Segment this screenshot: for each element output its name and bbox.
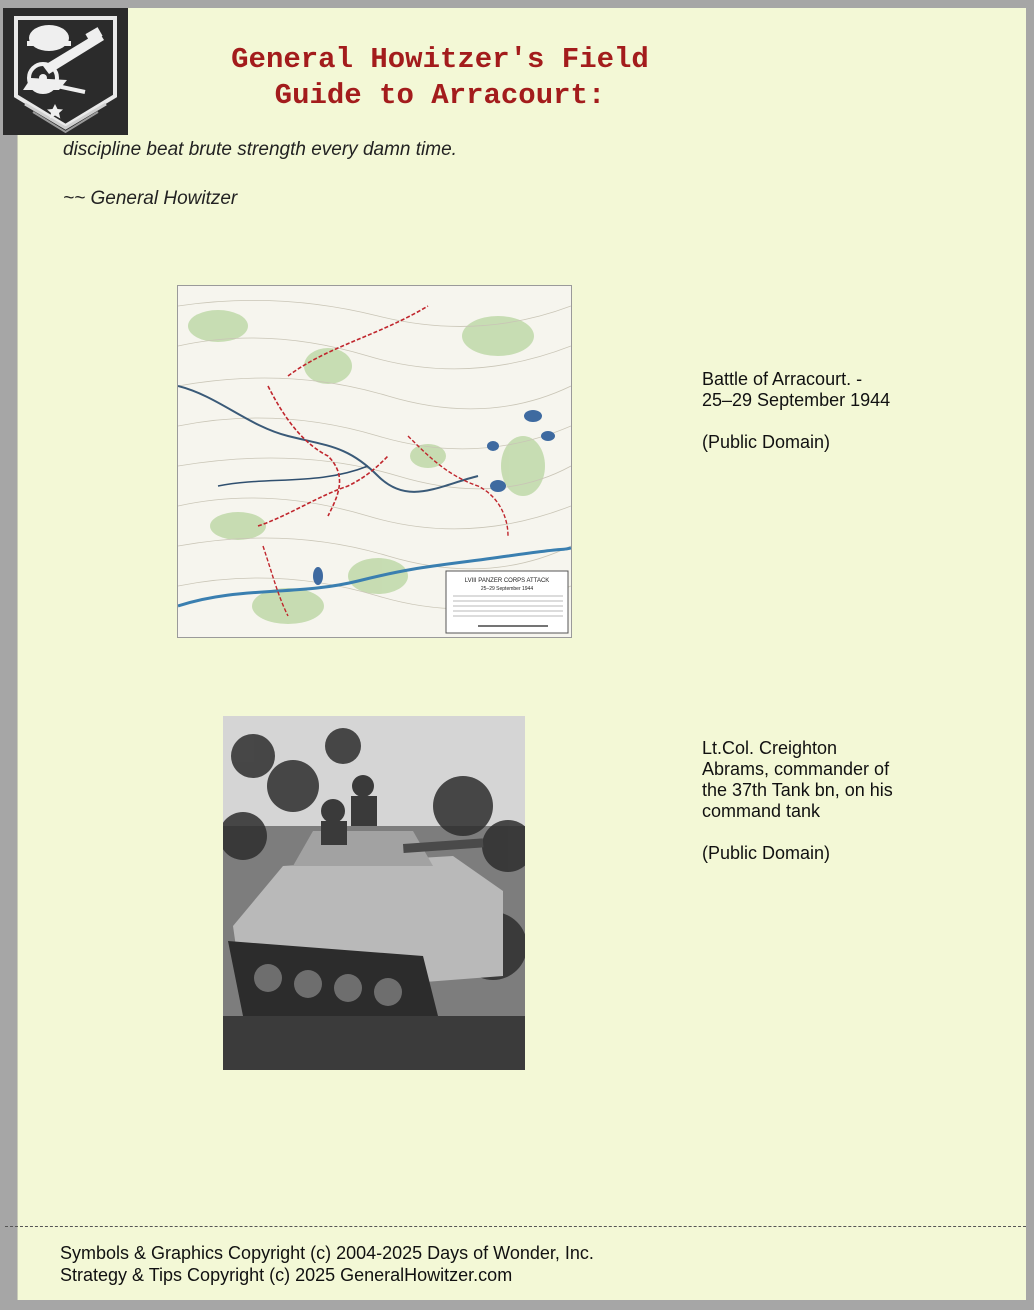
footer-strategy-copyright: Strategy & Tips Copyright (c) 2025 GeneralHowitzer.com: [60, 1265, 513, 1285]
intro-quote: discipline beat brute strength every damn time.: [63, 139, 457, 160]
title-line-2: Guide to Arracourt:: [274, 79, 606, 112]
map-legend-subtitle: 25–29 September 1944: [480, 586, 534, 592]
page-title: [150, 42, 730, 114]
abrams-tank-photo: [223, 716, 525, 1070]
footer: [60, 1242, 594, 1286]
tank-caption-line-3: the 37th Tank bn, on his: [702, 780, 893, 800]
tank-caption: [702, 738, 893, 864]
quote-attribution: ~~ General Howitzer: [63, 188, 238, 209]
map-caption-line-1: Battle of Arracourt. -: [702, 369, 863, 389]
arracourt-map: [177, 285, 572, 638]
tank-caption-line-1: Lt.Col. Creighton: [702, 738, 838, 758]
footer-divider: [5, 1226, 1026, 1227]
tank-caption-line-4: command tank: [702, 801, 821, 821]
title-line-1: General Howitzer's Field: [231, 43, 649, 76]
tank-credit: (Public Domain): [702, 843, 831, 863]
bottom-border: [0, 1300, 1034, 1310]
map-legend-title: LVIII PANZER CORPS ATTACK: [464, 578, 550, 584]
map-credit: (Public Domain): [702, 432, 831, 452]
map-caption: [702, 369, 890, 453]
howitzer-helmet-star-icon: [3, 8, 128, 135]
tank-caption-line-2: Abrams, commander of: [702, 759, 890, 779]
map-caption-line-2: 25–29 September 1944: [702, 390, 891, 410]
footer-graphics-copyright: Symbols & Graphics Copyright (c) 2004-2025 Days of Wonder, Inc.: [60, 1243, 594, 1263]
